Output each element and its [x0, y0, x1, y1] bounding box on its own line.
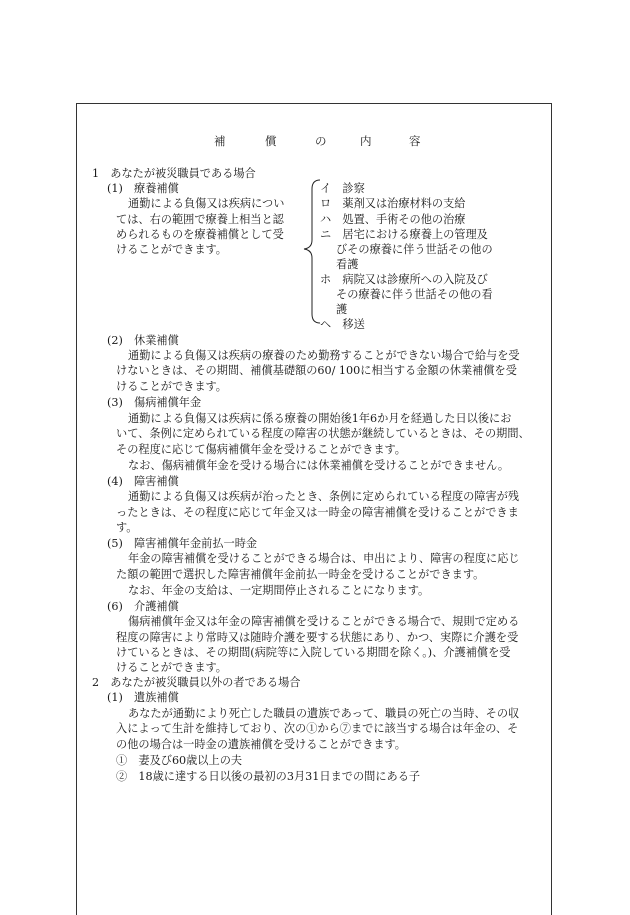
title-char: 容: [409, 134, 421, 148]
body-line: 通勤による負傷又は疾病が治ったとき、条例に定められている程度の障害が残: [128, 490, 520, 503]
body-line: けることができます。: [116, 380, 227, 393]
subsection-heading: (2) 休業補償: [107, 334, 179, 347]
body-line: いて、条例に定められている程度の障害の状態が継続しているときは、その期間、: [116, 427, 530, 440]
body-line: けることができます。: [116, 243, 227, 256]
body-line: 通勤による負傷又は疾病に係る療養の開始後1年6か月を経過した日以後にお: [128, 412, 512, 425]
body-line: す。: [116, 521, 138, 534]
body-line: けているときは、その期間(病院等に入院している期間を除く。)、介護補償を受: [116, 646, 511, 659]
treatment-item: その療養に伴う世話その他の看: [336, 288, 493, 301]
body-line: 通勤による負傷又は疾病の療養のため勤務することができない場合で給与を受: [128, 349, 520, 362]
body-line: けることができます。: [116, 661, 227, 674]
body-line: ったときは、その程度に応じて年金又は一時金の障害補償を受けることができま: [116, 506, 519, 519]
treatment-item: ヘ 移送: [320, 318, 365, 331]
treatment-item: ロ 薬剤又は治療材料の支給: [320, 197, 466, 210]
body-line: 傷病補償年金又は年金の障害補償を受けることができる場合で、規則で定める: [128, 615, 520, 628]
body-line: 入によって生計を維持しており、次の①から⑦までに該当する場合は年金の、そ: [116, 722, 519, 735]
subsection-heading: (3) 傷病補償年金: [107, 396, 202, 409]
list-item: ② 18歳に達する日以後の最初の3月31日までの間にある子: [116, 770, 421, 783]
body-line: なお、傷病補償年金を受ける場合には休業補償を受けることができません。: [128, 459, 510, 472]
subsection-heading: (5) 障害補償年金前払一時金: [107, 537, 258, 550]
subsection-heading: (6) 介護補償: [107, 600, 179, 613]
section-heading: 1 あなたが被災職員である場合: [92, 167, 256, 180]
subsection-heading: (1) 療養補償: [107, 182, 179, 195]
subsection-heading: (4) 障害補償: [107, 475, 179, 488]
body-line: の他の場合は一時金の遺族補償を受けることができます。: [116, 738, 406, 751]
body-line: けないときは、その期間、補償基礎額の60/ 100に相当する金額の休業補償を受: [116, 364, 517, 377]
body-line: その程度に応じて傷病補償年金を受けることができます。: [116, 443, 406, 456]
body-line: た額の範囲で選択した障害補償年金前払一時金を受けることができます。: [116, 568, 485, 581]
title-char: 償: [265, 134, 277, 148]
body-line: あなたが通勤により死亡した職員の遺族であって、職員の死亡の当時、その収: [128, 707, 520, 720]
title-char: 補: [214, 134, 226, 148]
title-char: 内: [360, 134, 372, 148]
treatment-item: びその療養に伴う世話その他の: [336, 243, 493, 256]
body-line: なお、年金の支給は、一定期間停止されることになります。: [128, 584, 430, 597]
body-line: 年金の障害補償を受けることができる場合は、申出により、障害の程度に応じ: [128, 552, 520, 565]
treatment-item: ニ 居宅における療養上の管理及: [320, 228, 488, 241]
treatment-item: 護: [336, 303, 348, 316]
treatment-item: ホ 病院又は診療所への入院及び: [320, 273, 488, 286]
body-line: められるものを療養補償として受: [116, 228, 284, 241]
subsection-heading: (1) 遺族補償: [107, 691, 179, 704]
treatment-item: 看護: [336, 258, 359, 271]
section-heading: 2 あなたが被災職員以外の者である場合: [92, 676, 301, 689]
list-item: ① 妻及び60歳以上の夫: [116, 754, 243, 767]
title-char: の: [315, 134, 327, 148]
treatment-item: イ 診察: [320, 182, 365, 195]
treatment-item: ハ 処置、手術その他の治療: [320, 213, 466, 226]
body-line: 程度の障害により常時又は随時介護を要する状態にあり、かつ、実際に介護を受: [116, 631, 519, 644]
body-line: ては、右の範囲で療養上相当と認: [116, 213, 284, 226]
body-line: 通勤による負傷又は疾病につい: [128, 197, 285, 210]
